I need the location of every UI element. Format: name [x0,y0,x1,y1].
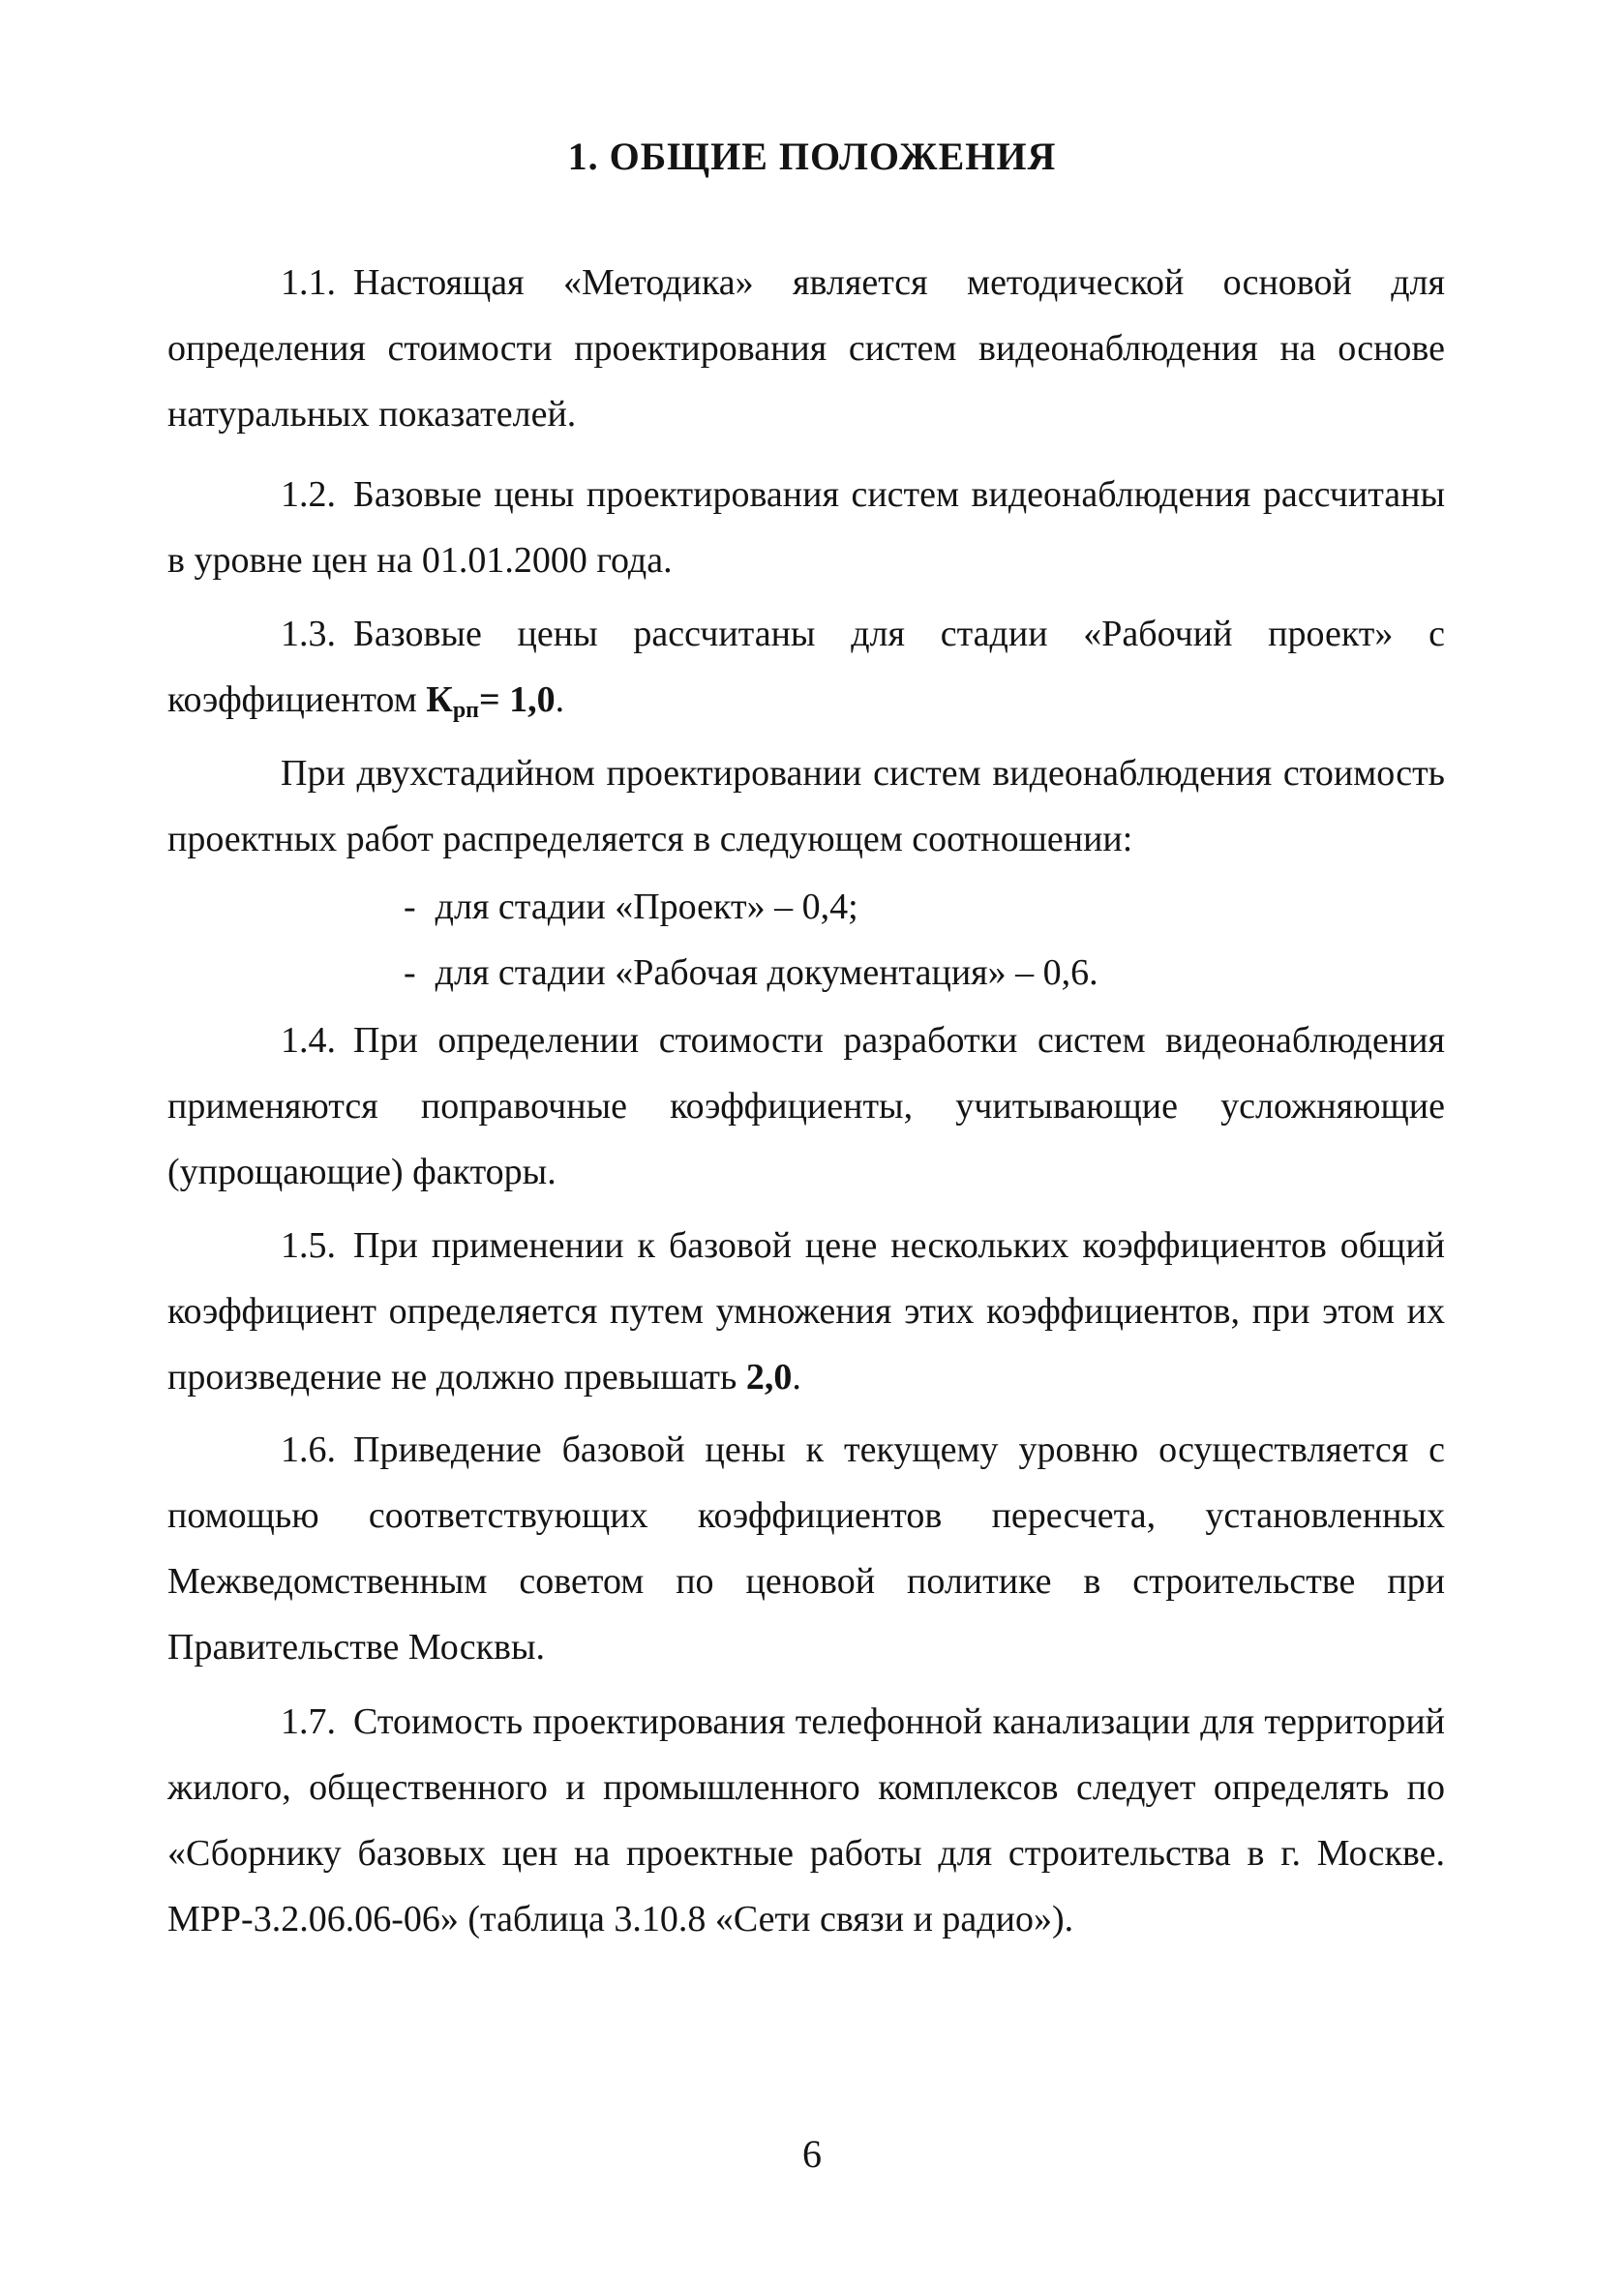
stage-item-text: для стадии «Рабочая документация» – 0,6. [435,952,1098,993]
max-product-value: 2,0 [745,1357,793,1398]
paragraph-text: Приведение базовой цены к текущему уровню осуществляется с помощью соответствующих коэффициентов пересчета, установленных Межведомственным советом по ценовой политике в строительстве при Правительстве Москвы. [167,1429,1445,1668]
paragraph-text: Стоимость проектирования телефонной канализации для территорий жилого, общественного и промышленного комплексов следует определять по «Сборнику базовых цен на проектные работы для строительства в г. Москве. МРР-3.2.06.06-06» (таблица 3.10.8 «Сети связи и радио»). [167,1701,1445,1939]
paragraph-number: 1.7. [281,1701,336,1742]
paragraph-1-4 [167,1007,1445,1205]
coefficient-symbol: К [426,679,453,720]
paragraph-number: 1.3. [281,614,336,654]
list-dash: - [404,887,416,927]
paragraph-tail: . [792,1357,801,1398]
paragraph-number: 1.2. [281,474,336,515]
page-number: 6 [802,2132,822,2176]
section-title: 1. ОБЩИЕ ПОЛОЖЕНИЯ [567,135,1057,178]
paragraph-number: 1.4. [281,1020,336,1061]
paragraph-two-stage [167,740,1445,872]
paragraph-text: При двухстадийном проектировании систем видеонаблюдения стоимость проектных работ распределяется в следующем соотношении: [167,753,1445,859]
stage-item-text: для стадии «Проект» – 0,4; [435,887,858,927]
paragraph-text: При применении к базовой цене нескольких коэффициентов общий коэффициент определяется путем умножения этих коэффициентов, при этом их произведение не должно превышать [167,1225,1445,1398]
paragraph-1-3 [167,601,1445,743]
stage-item-working-docs [404,940,1098,1006]
coefficient-subscript: рп [452,698,479,723]
stage-item-project [404,874,858,940]
coefficient-value: = 1,0 [479,679,556,720]
paragraph-1-5 [167,1213,1445,1410]
coefficient-tail: . [555,679,565,720]
paragraph-text: Базовые цены проектирования систем видеонаблюдения рассчитаны в уровне цен на 01.01.2000 года. [167,474,1445,581]
list-dash: - [404,952,416,993]
paragraph-1-2 [167,462,1445,593]
paragraph-text: Базовые цены рассчитаны для стадии «Рабочий проект» с коэффициентом [167,614,1445,720]
paragraph-text: При определении стоимости разработки систем видеонаблюдения применяются поправочные коэффициенты, учитывающие усложняющие (упрощающие) факторы. [167,1020,1445,1192]
paragraph-text: Настоящая «Методика» является методической основой для определения стоимости проектирования систем видеонаблюдения на основе натуральных показателей. [167,262,1445,435]
paragraph-number: 1.6. [281,1429,336,1470]
paragraph-1-6 [167,1417,1445,1680]
paragraph-number: 1.5. [281,1225,336,1266]
coefficient-formula [426,679,556,723]
paragraph-number: 1.1. [281,262,336,303]
paragraph-1-7 [167,1689,1445,1952]
paragraph-1-1 [167,250,1445,447]
